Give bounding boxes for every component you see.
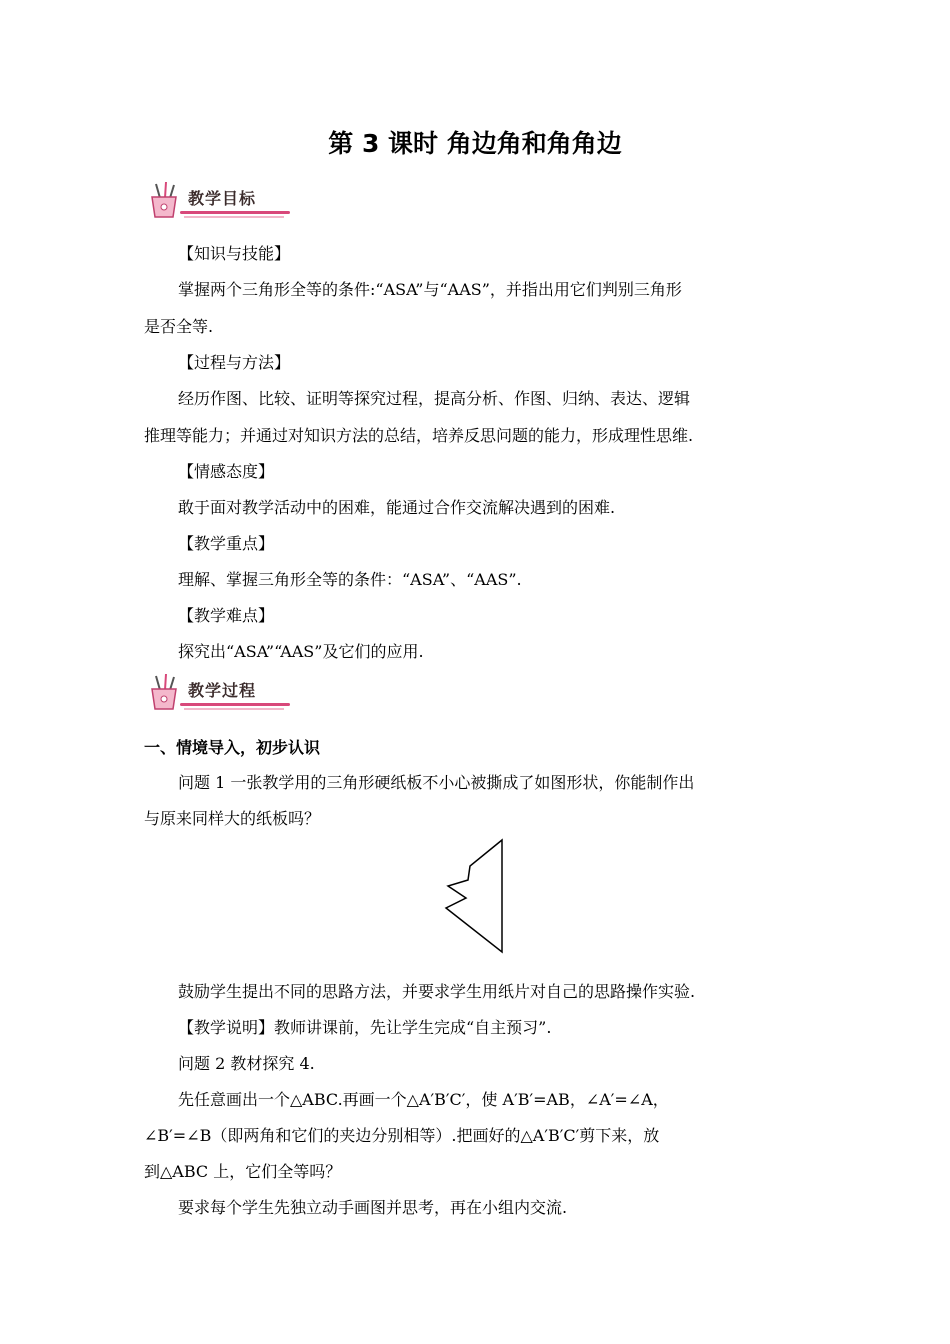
- difficulty-text: 探究出“ASA”“AAS”及它们的应用.: [178, 642, 424, 661]
- requirement-text: 要求每个学生先独立动手画图并思考，再在小组内交流.: [178, 1198, 568, 1217]
- page-title: 第 3 课时 角边角和角角边: [328, 129, 622, 158]
- task-text-1: 先任意画出一个△ABC.再画一个△A′B′C′，使 A′B′=AB，∠A′=∠A，: [178, 1090, 669, 1109]
- process-method-text-2: 推理等能力；并通过对知识方法的总结，培养反思问题的能力，形成理性思维.: [144, 426, 694, 445]
- encourage-text: 鼓励学生提出不同的思路方法，并要求学生用纸片对自己的思路操作实验.: [178, 982, 696, 1001]
- difficulty-heading: 【教学难点】: [178, 606, 275, 625]
- task-text-3: 到△ABC 上，它们全等吗？: [144, 1162, 342, 1181]
- process-banner-label: 教学过程: [188, 681, 257, 700]
- objectives-banner-label: 教学目标: [188, 189, 257, 208]
- process-method-heading: 【过程与方法】: [178, 353, 291, 372]
- section-heading-1: 一、情境导入，初步认识: [144, 738, 321, 757]
- pencil-cup-icon: [144, 672, 184, 712]
- knowledge-text-2: 是否全等.: [144, 317, 214, 336]
- question-1-text-2: 与原来同样大的纸板吗？: [144, 809, 321, 828]
- process-method-text-1: 经历作图、比较、证明等探究过程，提高分析、作图、归纳、表达、逻辑: [178, 389, 691, 408]
- torn-triangle-figure: [440, 836, 510, 956]
- attitude-text: 敢于面对教学活动中的困难，能通过合作交流解决遇到的困难.: [178, 498, 616, 517]
- teaching-note: 【教学说明】教师讲课前，先让学生完成“自主预习”.: [178, 1018, 552, 1037]
- task-text-2: ∠B′=∠B（即两角和它们的夹边分别相等）.把画好的△A′B′C′剪下来，放: [144, 1126, 660, 1145]
- pencil-cup-icon: [144, 180, 184, 220]
- key-point-heading: 【教学重点】: [178, 534, 275, 553]
- question-1-text-1: 问题 1 一张教学用的三角形硬纸板不小心被撕成了如图形状，你能制作出: [178, 773, 695, 792]
- objectives-banner: [144, 180, 294, 220]
- question-2-text: 问题 2 教材探究 4.: [178, 1054, 315, 1073]
- knowledge-text-1: 掌握两个三角形全等的条件:“ASA”与“AAS”，并指出用它们判别三角形: [178, 280, 682, 299]
- key-point-text: 理解、掌握三角形全等的条件：“ASA”、“AAS”.: [178, 570, 522, 589]
- knowledge-heading: 【知识与技能】: [178, 244, 291, 263]
- attitude-heading: 【情感态度】: [178, 462, 275, 481]
- process-banner: [144, 672, 294, 712]
